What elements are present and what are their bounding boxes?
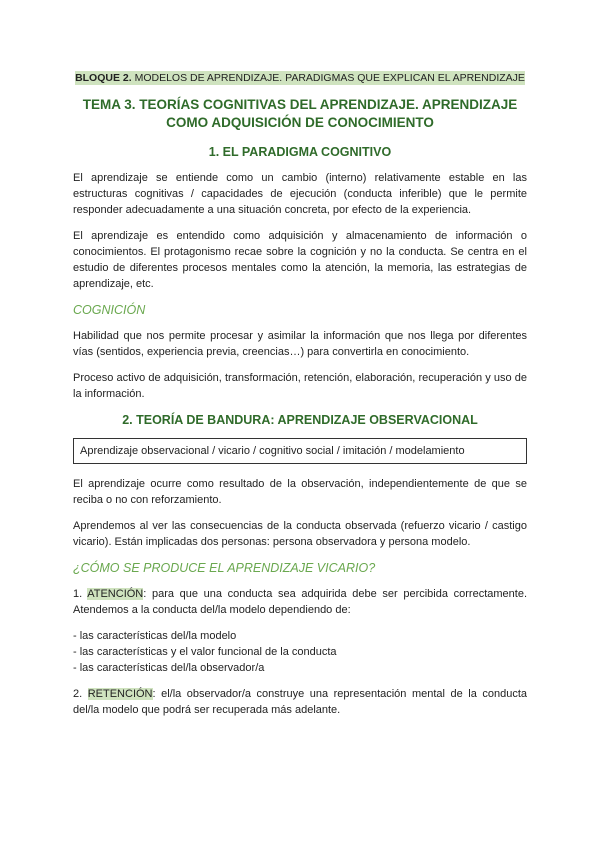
tema-title-line2: COMO ADQUISICIÓN DE CONOCIMIENTO — [166, 115, 434, 130]
step-2-prefix: 2. — [73, 688, 88, 700]
step-2-keyword: RETENCIÓN — [87, 688, 153, 700]
list-item: - las características del/la observador/a — [73, 660, 527, 676]
step-1-prefix: 1. — [73, 588, 88, 600]
step-1-keyword: ATENCIÓN — [87, 588, 144, 600]
section2-title: 2. TEORÍA DE BANDURA: APRENDIZAJE OBSERVACIONAL — [122, 413, 478, 427]
list-item: - las características y el valor funcional de la conducta — [73, 644, 527, 660]
block-header-highlight — [75, 71, 525, 85]
cognicion-subtitle: COGNICIÓN — [73, 303, 146, 317]
section1-paragraph-2: El aprendizaje es entendido como adquisición y almacenamiento de información o conocimientos. El protagonismo recae sobre la cognición y no la conducta. Se centra en el estudio de diferentes procesos mentales como la atención, la memoria, las estrategias de aprendizaje, etc. — [73, 230, 527, 290]
tema-title — [73, 96, 527, 132]
step-1-text: : para que una conducta sea adquirida debe ser percibida correctamente. Atendemos a la conducta del/la modelo dependiendo de: — [73, 588, 528, 616]
section1-paragraph-1: El aprendizaje se entiende como un cambio (interno) relativamente estable en las estructuras cognitivas / capacidades de ejecución (conducta inferible) que le permite responder adecuadamente a una situación concreta, por efecto de la experiencia. — [73, 172, 527, 216]
section1-paragraph-3: Habilidad que nos permite procesar y asimilar la información que nos llega por diferentes vías (sentidos, experiencia previa, creencias…) para convertirla en conocimiento. — [73, 330, 527, 358]
list-item: - las características del/la modelo — [73, 628, 527, 644]
section2-paragraph-1: El aprendizaje ocurre como resultado de la observación, independientemente de que se reciba o no con reforzamiento. — [73, 478, 527, 506]
step-2-text: : el/la observador/a construye una representación mental de la conducta del/la modelo que podrá ser recuperada más adelante. — [73, 688, 528, 716]
vicario-subtitle: ¿CÓMO SE PRODUCE EL APRENDIZAJE VICARIO? — [73, 561, 376, 575]
block-header — [73, 72, 527, 84]
step-1-paragraph — [73, 586, 527, 618]
section1-paragraph-4: Proceso activo de adquisición, transformación, retención, elaboración, recuperación y uso de la información. — [73, 372, 527, 400]
attention-factors-list — [73, 628, 527, 676]
step-2-paragraph — [73, 686, 527, 718]
block-text: MODELOS DE APRENDIZAJE. PARADIGMAS QUE EXPLICAN EL APRENDIZAJE — [131, 72, 525, 84]
synonyms-box: Aprendizaje observacional / vicario / cognitivo social / imitación / modelamiento — [73, 438, 527, 464]
block-label: BLOQUE 2. — [75, 72, 132, 84]
section1-title: 1. EL PARADIGMA COGNITIVO — [208, 145, 392, 159]
tema-title-line1: TEMA 3. TEORÍAS COGNITIVAS DEL APRENDIZAJE. APRENDIZAJE — [82, 97, 518, 112]
section2-paragraph-2: Aprendemos al ver las consecuencias de la conducta observada (refuerzo vicario / castigo vicario). Están implicadas dos personas: persona observadora y persona modelo. — [73, 520, 527, 548]
